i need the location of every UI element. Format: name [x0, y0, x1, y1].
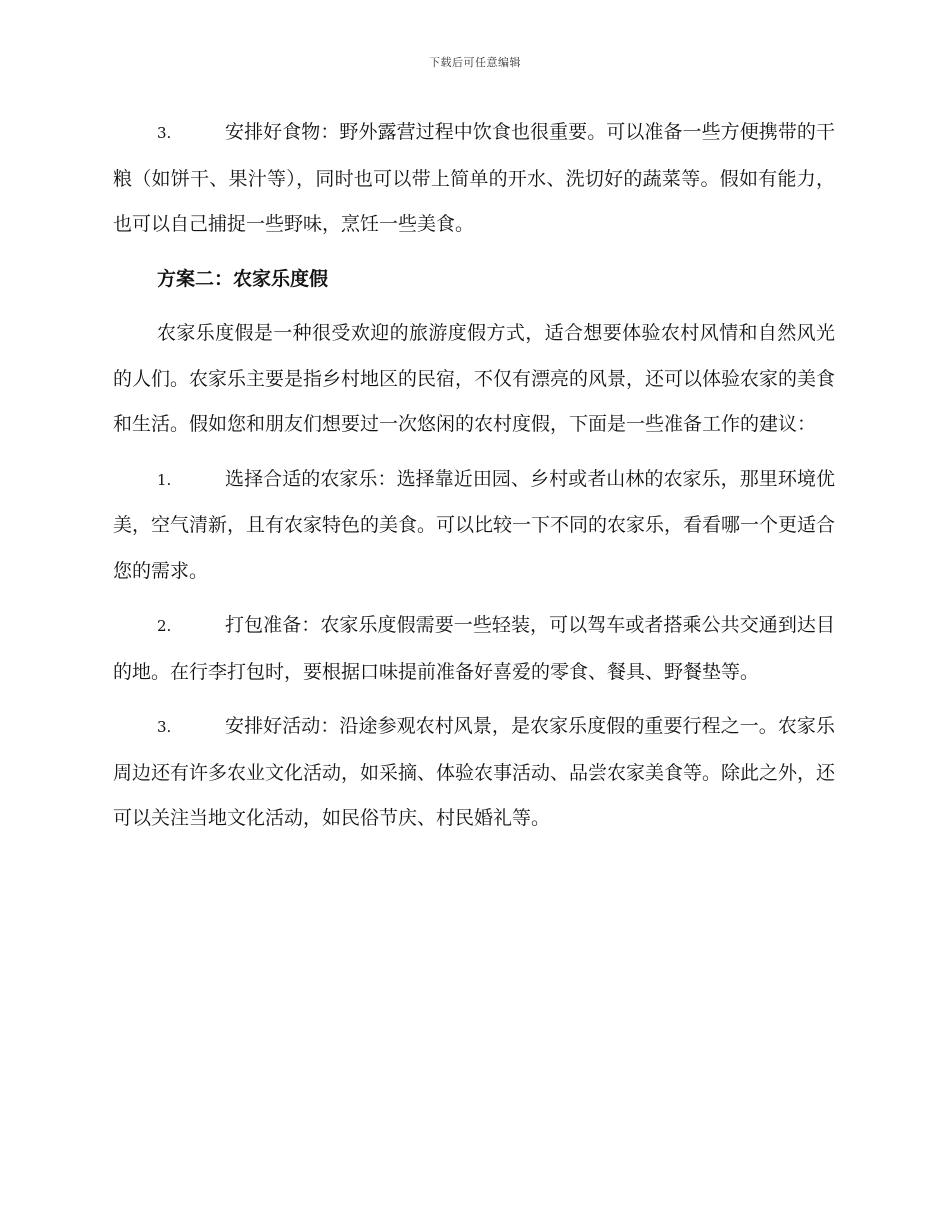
- section-intro-paragraph: 农家乐度假是一种很受欢迎的旅游度假方式，适合想要体验农村风情和自然风光的人们。农家乐主要是指乡村地区的民宿，不仅有漂亮的风景，还可以体验农家的美食和生活。假如您和朋友们想要过一次悠闲的农村度假，下面是一些准备工作的建议：: [113, 322, 836, 435]
- section-heading: 方案二：农家乐度假: [157, 267, 329, 290]
- document-body: [113, 110, 835, 851]
- list-item-number: 3.: [157, 124, 172, 142]
- list-item-activities: [113, 704, 835, 842]
- list-item-text: 安排好活动：沿途参观农村风景，是农家乐度假的重要行程之一。农家乐周边还有许多农业文化活动，如采摘、体验农事活动、品尝农家美食等。除此之外，还可以关注当地文化活动，如民俗节庆、村民婚礼等。: [113, 715, 836, 829]
- list-item-choose-farmstay: [113, 457, 835, 595]
- list-item-text: 安排好食物：野外露营过程中饮食也很重要。可以准备一些方便携带的干粮（如饼干、果汁等），同时也可以带上简单的开水、洗切好的蔬菜等。假如有能力，也可以自己捕捉一些野味，烹饪一些美食。: [113, 121, 835, 235]
- list-item-food: [113, 110, 835, 248]
- list-item-number: 3.: [157, 718, 172, 736]
- list-item-number: 2.: [157, 617, 172, 635]
- list-item-text: 选择合适的农家乐：选择靠近田园、乡村或者山林的农家乐，那里环境优美，空气清新，且有农家特色的美食。可以比较一下不同的农家乐，看看哪一个更适合您的需求。: [113, 467, 836, 582]
- list-item-packing: [113, 603, 835, 695]
- list-item-number: 1.: [157, 470, 172, 489]
- page-header: 下载后可任意编辑: [429, 56, 521, 69]
- list-item-text: 打包准备：农家乐度假需要一些轻装，可以驾车或者搭乘公共交通到达目的地。在行李打包时，要根据口味提前准备好喜爱的零食、餐具、野餐垫等。: [113, 614, 835, 683]
